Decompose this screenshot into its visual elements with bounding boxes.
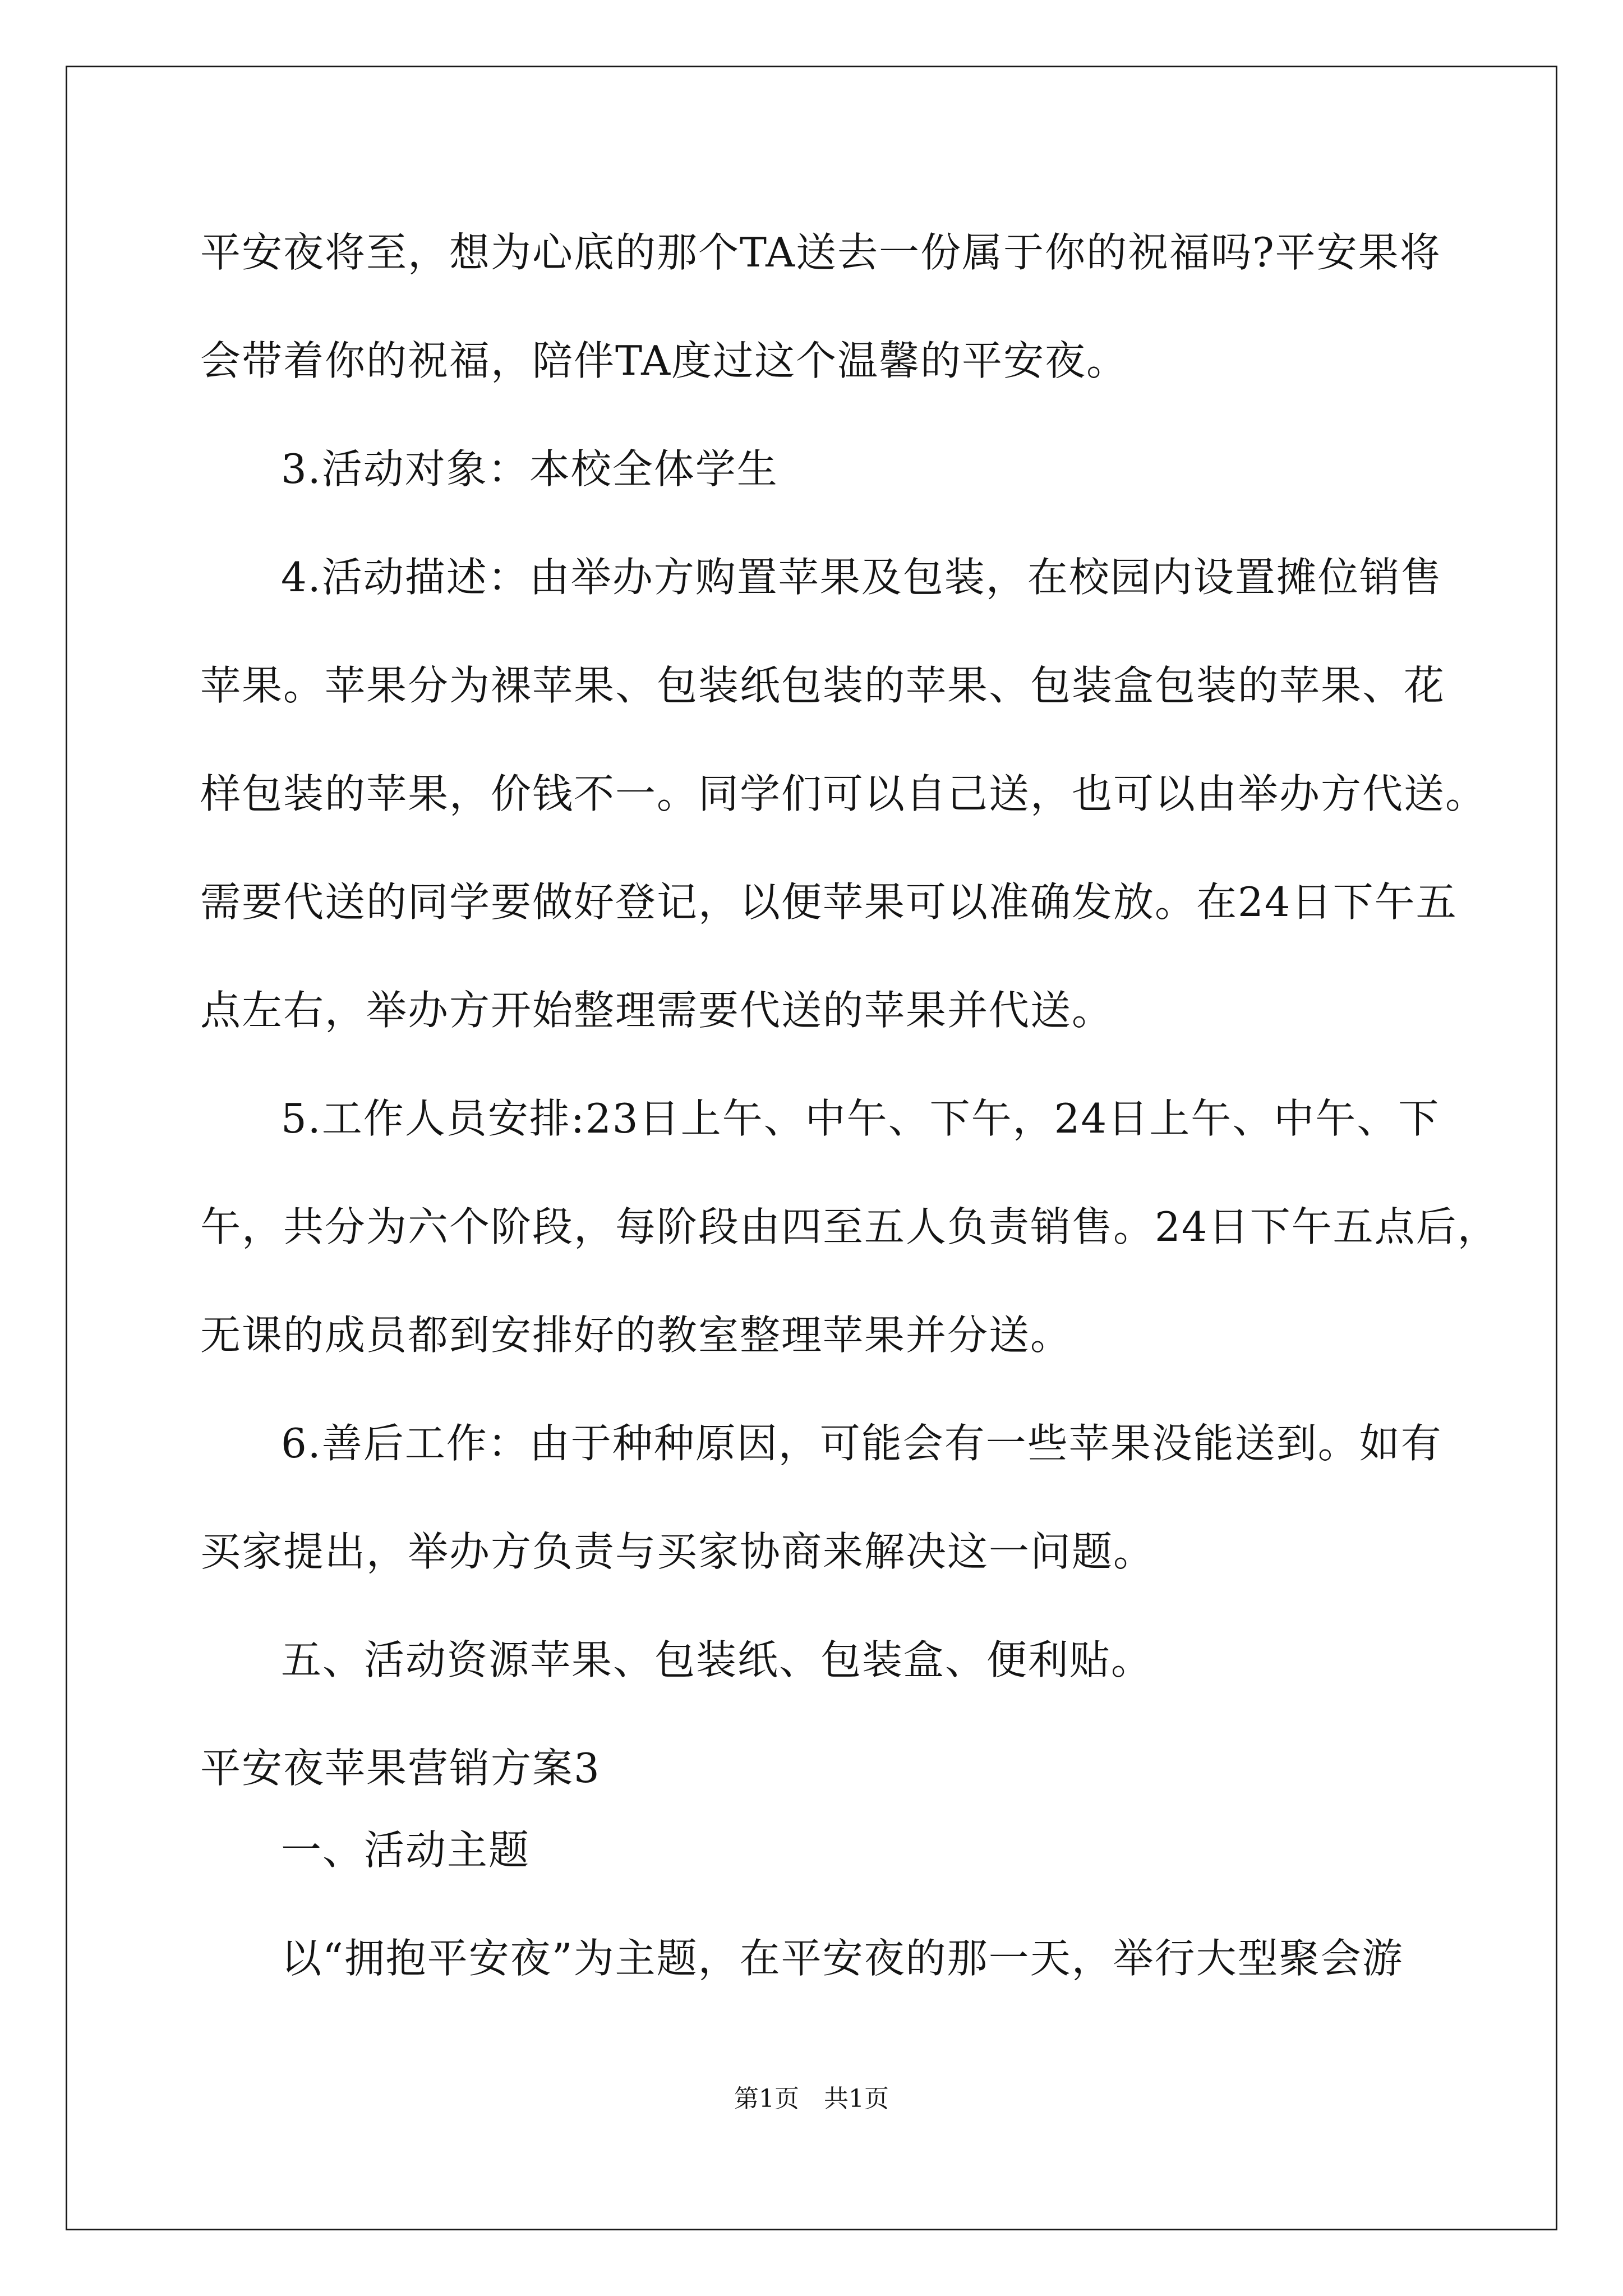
paragraph-line-11: 无课的成员都到安排好的教室整理苹果并分送。 [200,1312,1072,1359]
paragraph-line-12: 6.善后工作：由于种种原因，可能会有一些苹果没能送到。如有 [281,1420,1442,1467]
paragraph-line-6: 样包装的苹果，价钱不一。同学们可以自己送，也可以由举办方代送。 [200,770,1487,817]
paragraph-line-13: 买家提出，举办方负责与买家协商来解决这一问题。 [200,1528,1155,1575]
paragraph-line-5: 苹果。苹果分为裸苹果、包装纸包装的苹果、包装盒包装的苹果、花 [200,662,1446,709]
paragraph-line-2: 会带着你的祝福，陪伴TA度过这个温馨的平安夜。 [200,337,1128,384]
paragraph-line-1: 平安夜将至，想为心底的那个TA送去一份属于你的祝福吗?平安果将 [200,229,1441,276]
paragraph-line-7: 需要代送的同学要做好登记，以便苹果可以准确发放。在24日下午五 [200,878,1458,926]
page-border [66,66,1557,2230]
paragraph-line-14: 五、活动资源苹果、包装纸、包装盒、便利贴。 [281,1636,1153,1683]
paragraph-line-9: 5.工作人员安排:23日上午、中午、下午，24日上午、中午、下 [281,1095,1440,1142]
paragraph-line-17: 以“拥抱平安夜”为主题，在平安夜的那一天，举行大型聚会游 [281,1935,1404,1982]
paragraph-line-10: 午，共分为六个阶段，每阶段由四至五人负责销售。24日下午五点后， [200,1203,1499,1250]
page-footer: 第1页 共1页 [734,2085,889,2113]
paragraph-line-3: 3.活动对象：本校全体学生 [281,445,778,493]
section-heading: 平安夜苹果营销方案3 [200,1745,601,1792]
paragraph-line-8: 点左右，举办方开始整理需要代送的苹果并代送。 [200,987,1114,1034]
subheading: 一、活动主题 [281,1826,531,1874]
paragraph-line-4: 4.活动描述：由举办方购置苹果及包装，在校园内设置摊位销售 [281,554,1442,601]
